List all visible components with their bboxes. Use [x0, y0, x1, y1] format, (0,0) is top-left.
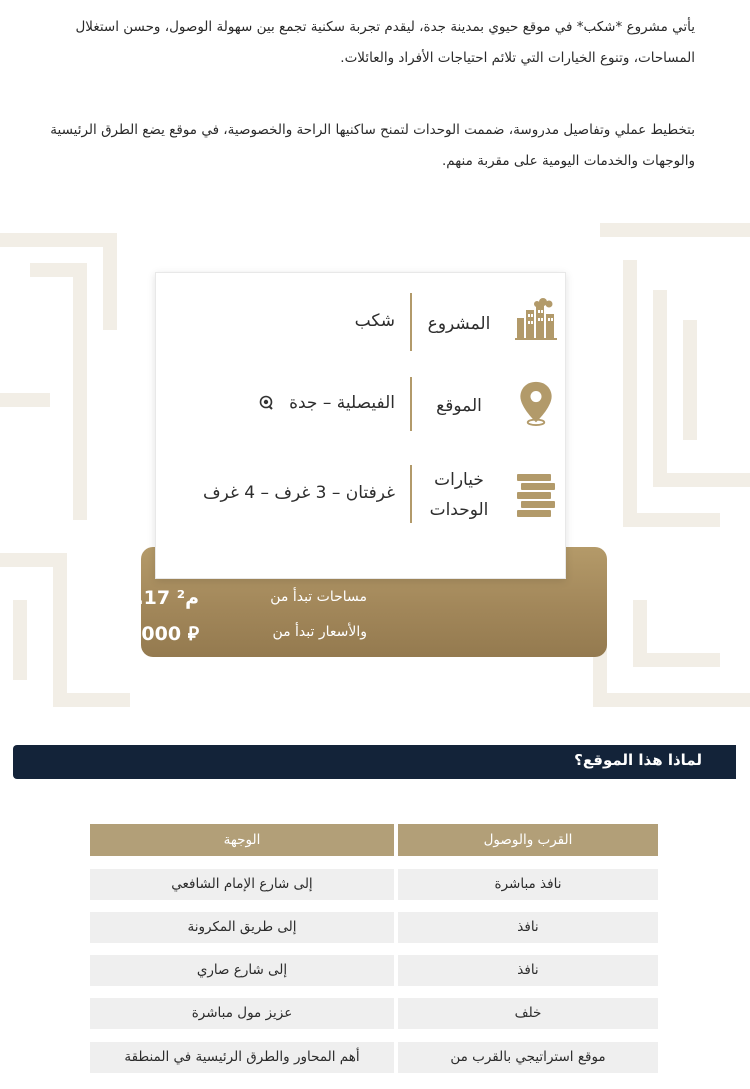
table-cell: نافذ: [398, 955, 658, 986]
map-pin-small-icon[interactable]: [258, 395, 274, 411]
section-title: لماذا هذا الموقع؟: [574, 751, 702, 769]
price-value: 309,000 ⃁: [94, 623, 199, 645]
info-label-location: الموقع: [436, 396, 482, 416]
table-cell: إلى شارع الإمام الشافعي: [90, 869, 394, 900]
info-value-location: [165, 393, 395, 413]
info-value-project: شكب: [354, 311, 395, 331]
section-header-bar: [13, 745, 736, 779]
buildings-icon: [513, 296, 559, 342]
table-cell: إلى شارع صاري: [90, 955, 394, 986]
info-label-units: خيارات الوحدات: [429, 470, 489, 520]
table-cell: إلى طريق المكرونة: [90, 912, 394, 943]
location-pin-icon: [513, 380, 559, 426]
intro-paragraph-1: يأتي مشروع *شكب* في موقع حيوي بمدينة جدة، ليقدم تجربة سكنية تجمع بين سهولة الوصول، وحسن استغلال المساحات، وتنوع الخيارات التي تلائم احتياجات الأفراد والعائلات.: [75, 19, 695, 66]
location-text: الفيصلية – جدة: [289, 393, 395, 413]
area-label: مساحات تبدأ من: [270, 589, 367, 605]
table-cell: موقع استراتيجي بالقرب من: [398, 1042, 658, 1073]
table-cell: خلف: [398, 998, 658, 1029]
table-cell: نافذ: [398, 912, 658, 943]
price-label: والأسعار تبدأ من: [272, 624, 367, 640]
stack-icon: [513, 472, 559, 518]
area-value: 74.17 م²: [110, 587, 199, 609]
table-cell: أهم المحاور والطرق الرئيسية في المنطقة: [90, 1042, 394, 1073]
table-cell: عزيز مول مباشرة: [90, 998, 394, 1029]
info-label-project: المشروع: [427, 314, 491, 334]
row-divider: [410, 377, 412, 431]
intro-paragraph-2: بتخطيط عملي وتفاصيل مدروسة، ضممت الوحدات لتمنح ساكنيها الراحة والخصوصية، في موقع يضع الطرق الرئيسية والوجهات والخدمات اليومية على مقربة منهم.: [50, 122, 695, 169]
project-info-card: [155, 272, 566, 579]
info-row-units: [154, 459, 565, 531]
table-cell: نافذ مباشرة: [398, 869, 658, 900]
table-header-destination: الوجهة: [90, 824, 394, 856]
info-value-units: غرفتان – 3 غرف – 4 غرف: [202, 483, 395, 503]
info-row-project: [154, 293, 565, 355]
table-header-access: القرب والوصول: [398, 824, 658, 856]
row-divider: [410, 465, 412, 523]
row-divider: [410, 293, 412, 351]
info-row-location: [154, 377, 565, 437]
